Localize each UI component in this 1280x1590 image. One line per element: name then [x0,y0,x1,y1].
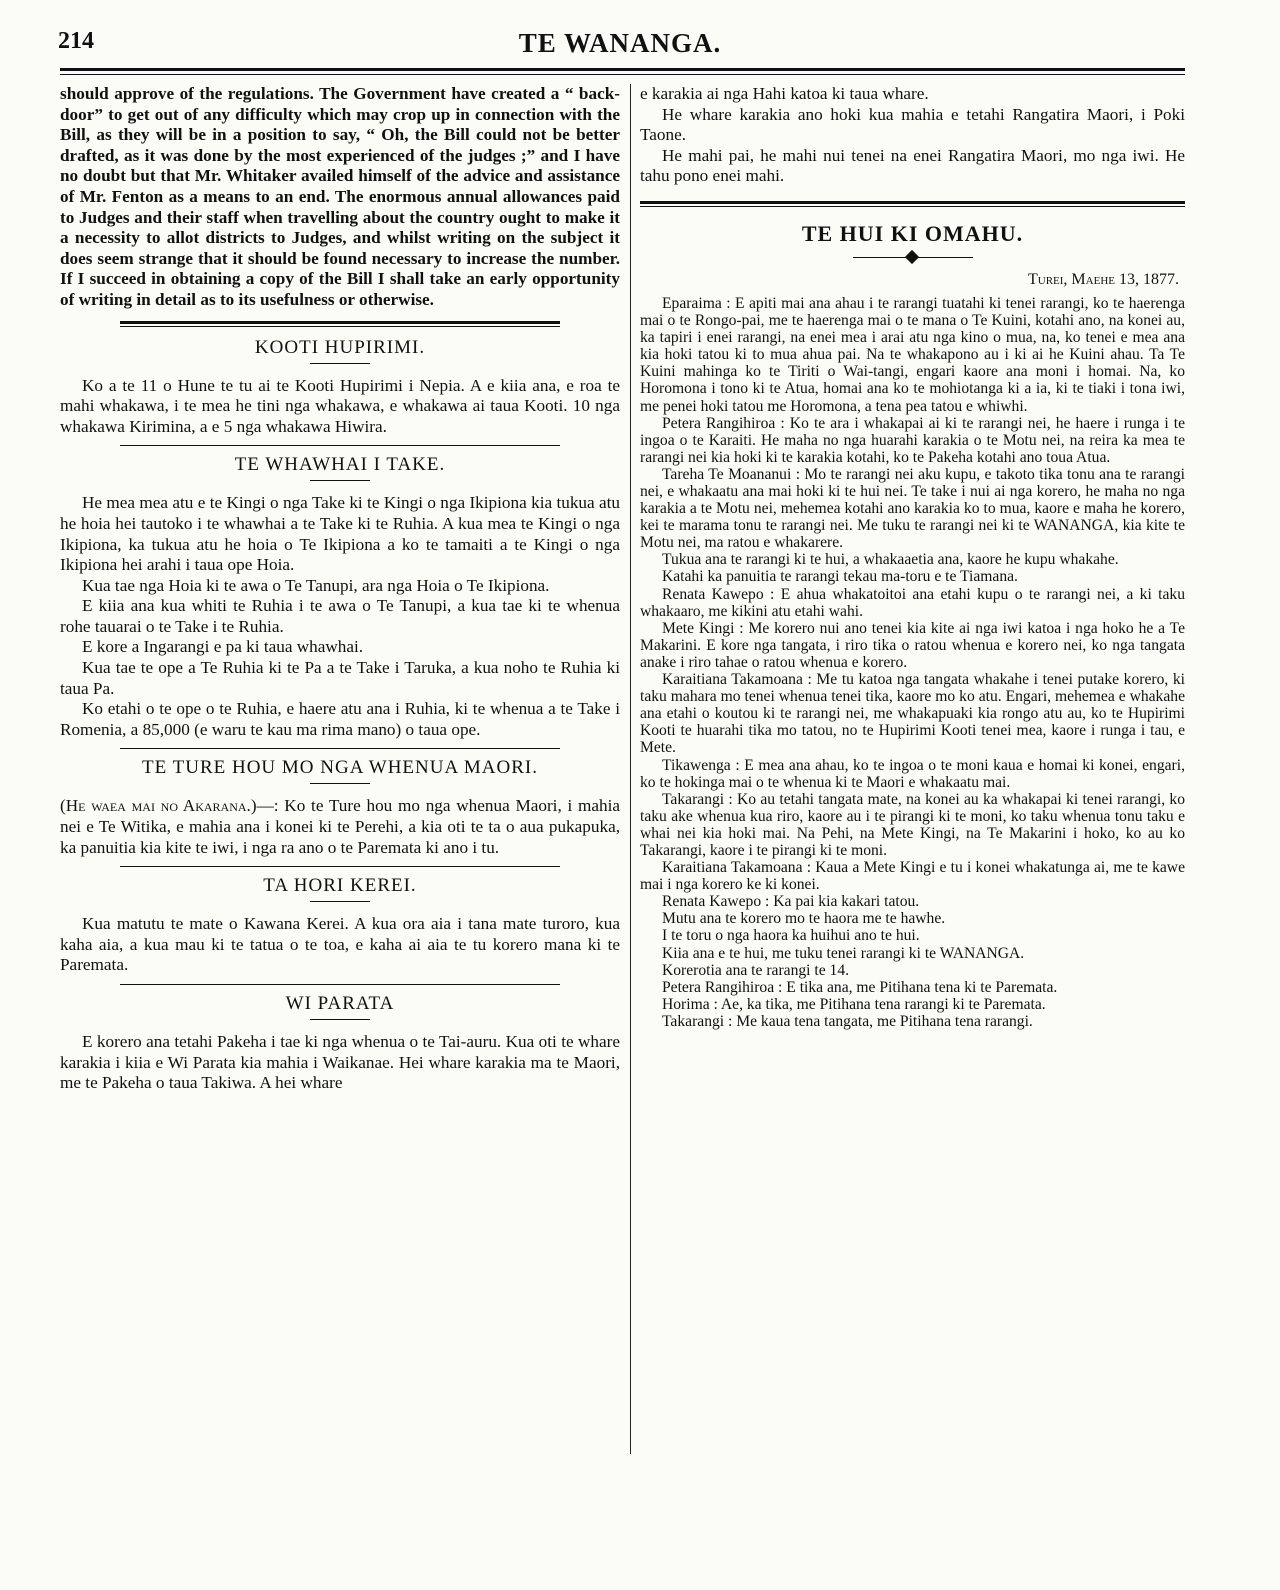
page-header [50,28,1190,62]
ture-body [60,796,620,858]
parata-body: E korero ana tetahi Pakeha i tae ki nga whenua o te Tai-auru. Kua oti te whare karakia i kiia e Wi Parata kia mahia i Waikanae. Hei whare karakia ma te Maori, me te Pakeha o taua Takiwa. A hei whare [60,1032,620,1093]
section-te-whawhai [60,454,620,740]
hui-paragraph: Petera Rangihiroa : Ko te ara i whakapai ai ki te rarangi nei, he haere i runga i te ingoa o te Karaiti. He maha no nga huarahi karakia o te Motu nei, na reira ka mea te rarangi nei kia hoki ki te karakia kotahi, ko te Pakeha kotahi ano toua Atua. [640,414,1185,466]
section-separator-thick [120,321,560,324]
hui-paragraph: Mete Kingi : Me korero nui ano tenei kia kite ai nga iwi katoa i nga hoko he a Te Makarini. E kore nga tangata, i riro tika o ratou whenua e korero nei, ko nga tangata anake i riro tahae o ratou whenua e korero. [640,619,1185,671]
hui-paragraph: Mutu ana te korero mo te haora me te hawhe. [662,910,946,928]
right-column [640,84,1185,1030]
hui-paragraph: Katahi ka panuitia te rarangi tekau ma-toru e te Tiamana. [662,568,1018,586]
section-separator-thin [120,326,560,327]
hui-paragraph: Tikawenga : E mea ana ahau, ko te ingoa o te moni kaua e homai ki konei, engari, ko te hokinga mai o te whenua ki te Maori e whakaatu mai. [640,756,1185,791]
continuation-line: e karakia ai nga Hahi katoa ki taua whare. [640,84,929,103]
page-number: 214 [58,28,94,54]
diamond-ornament-rule [853,251,973,263]
whawhai-paragraph: Ko etahi o te ope o te Ruhia, e haere atu ana i Ruhia, ki te whenua a te Take i Romenia, a 85,000 (e waru te kau ma rima mano) o taua ope. [60,699,620,739]
section-separator-thick [640,201,1185,204]
title-underline [310,480,370,481]
section-separator [120,748,560,749]
hui-paragraph: Horima : Ae, ka tika, me Pitihana tena rarangi ki te Paremata. [662,995,1046,1013]
section-ta-hori-kerei [60,875,620,976]
hui-paragraph: Renata Kawepo : Ka pai kia kakari tatou. [662,893,920,911]
hui-paragraph: Takarangi : Ko au tetahi tangata mate, na konei au ka whakapai ki tenei rarangi, ko taku ake whenua kua riro, kaore au i te pirangi ki te moni, ko taku whenua tonu taku e whai nei kia hoki mai. Na Pehi, na Mete Kingi, na Te Makarini i hoko, ko au ko Takarangi, kaore i te pirangi ki te moni. [640,790,1185,859]
title-underline [310,363,370,364]
section-title-ture: TE TURE HOU MO NGA WHENUA MAORI. [142,757,538,779]
hui-paragraph: Eparaima : E apiti mai ana ahau i te rarangi tuatahi ki tenei rarangi, ko te haerenga mai o te Rongo-pai, me te haerenga mai o te mana o Te Kuini, kotahi ano, na konei au, ka tapiri i enei rarangi, na enei mea i arai atu nga kino o mua, na, ko tenei e mea ana kia hoki tatou ki to mua ahua pai. Na te whakapono au i ki ai he Kuini ahau. Ta Te Kuini mahinga ko te Tiriti o Wai-tangi, engari kaore ana moni i homai. Na, ko Horomona i tono ki te Atua, homai ana ko te mohiotanga ki a ia, ki te tiaki i tona iwi, me penei hoki tatou me Horomona, a tena pea tatou e whiwhi. [640,294,1185,415]
hui-paragraph: I te toru o nga haora ka huihui ano te hui. [662,927,920,945]
hui-paragraph: Petera Rangihiroa : E tika ana, me Pitihana tena ki te Paremata. [662,978,1058,996]
column-divider [630,84,631,1454]
title-underline [310,1019,370,1020]
section-te-hui-ki-omahu [640,221,1185,1030]
section-kooti-hupirimi [60,337,620,438]
ture-text: : Ko te Ture hou mo nga whenua Maori, i mahia nei e Te Witika, e mahia ana i konei ki te Perehi, a kia oti te ta o aua pukapuka, ka panuitia kia kite te iwi, i nga ra ano o te Paremata ki ano i tu. [60,796,621,857]
section-title-hui: TE HUI KI OMAHU. [801,220,1024,246]
section-separator-thin [640,206,1185,207]
title-underline [310,901,370,902]
hui-paragraph: Kiia ana e te hui, me tuku tenei rarangi ki te WANANGA. [662,944,1025,962]
section-title-whawhai: TE WHAWHAI I TAKE. [234,454,446,476]
diamond-icon [904,250,918,264]
hui-paragraph: Karaitiana Takamoana : Me tu katoa nga tangata whakahe i tenei putake korero, ki taku mahara mo tenei whenua tenei tika, kaore mo ko atu. Engari, mehemea e whakahe ana etahi o koutou ki te rarangi nei, me whakapuaki kia rongo atu au, ko te Hupirimi Kooti te huarahi tika mo tatou, no te Hupirimi Kooti tenei mea, kaore i runga i tau, e Mete. [640,671,1185,757]
ture-lead: (He waea mai no Akarana.)— [60,796,274,816]
section-te-ture-hou [60,757,620,858]
left-column [60,84,620,1094]
hui-paragraph: Takarangi : Me kaua tena tangata, me Pitihana tena rarangi. [662,1012,1033,1030]
continuation-line: He mahi pai, he mahi nui tenei na enei Rangatira Maori, mo nga iwi. He tahu pono enei mahi. [640,145,1185,186]
header-rule-thick [60,68,1185,71]
intro-paragraph: should approve of the regulations. The Government have created a “ back-door” to get out of any difficulty which may crop up in connection with the Bill, as they will be in a position to say, “ Oh, the Bill could not be better drafted, as it was done by the most experienced of the judges ;” and I have no doubt but that Mr. Whitaker availed himself of the advice and assistance of Mr. Fenton as a means to an end. The enormous annual allowances paid to Judges and their staff when travelling about the country ought to make it a necessity to allot districts to Judges, and whilst writing on the subject it does seem strange that it should be found necessary to increase the number. If I succeed in obtaining a copy of the Bill I shall take an early opportunity of writing in detail as to its usefulness or otherwise. [60,84,620,309]
section-separator [120,445,560,446]
whawhai-paragraph: Kua tae nga Hoia ki te awa o Te Tanupi, ara nga Hoia o Te Ikipiona. [82,575,550,595]
section-title-parata: WI PARATA [285,993,395,1014]
whawhai-paragraph: E kiia ana kua whiti te Ruhia i te awa o Te Tanupi, a kua tae ki te whenua rohe tauarai o te Take i te Ruhia. [60,596,620,636]
header-rule-thin [60,74,1185,75]
continuation-line: He whare karakia ano hoki kua mahia e tetahi Rangatira Maori, i Poki Taone. [640,104,1185,145]
continuation-block [640,84,1185,187]
section-title-kerei: TA HORI KEREI. [263,875,417,897]
section-wi-parata [60,993,620,1094]
hui-paragraph: Korerotia ana te rarangi te 14. [662,961,850,979]
title-underline [310,783,370,784]
hui-paragraph: Karaitiana Takamoana : Kaua a Mete Kingi e tu i konei whakatunga ai, me te kawe mai i nga korero ke ki konei. [640,859,1185,894]
hui-paragraph: Renata Kawepo : E ahua whakatoitoi ana etahi kupu o te rarangi nei, a ki taku whakaaro, me kikini atu etahi wahi. [640,585,1185,620]
hui-paragraph: Tareha Te Moananui : Mo te rarangi nei aku kupu, e takoto tika tonu ana te rarangi nei, e whakaatu ana mai hoki ki te hui nei. Te take i nui ai nga korero, he maha no nga karakia a te Motu nei, mehemea kotahi ano karakia ko to mua, kaore e maha he korero, kei te marama tonu te rarangi nei. Me tuku te rarangi nei ki te WANANGA, kia kite te Motu nei, ma ratou e whakarere. [640,465,1185,552]
masthead-title: TE WANANGA. [518,28,722,58]
kooti-body: Ko a te 11 o Hune te tu ai te Kooti Hupirimi i Nepia. A e kiia ana, e roa te mahi whakawa, i te mea he tini nga whakawa, e whakawa ai taua Kooti. 10 nga whakawa Kirimina, a e 5 nga whakawa Hiwira. [60,375,620,436]
section-separator [120,984,560,985]
kerei-body: Kua matutu te mate o Kawana Kerei. A kua ora aia i tana mate turoro, kua kaha aia, a kua mau ki te tatua o te toa, e kaha ai aia te tu korero mana ki te Paremata. [60,914,620,975]
whawhai-paragraph: E kore a Ingarangi e pa ki taua whawhai. [82,637,364,657]
section-separator [120,866,560,867]
dateline: Turei, Maehe 13, 1877. [1028,270,1179,288]
whawhai-paragraph: He mea mea atu e te Kingi o nga Take ki te Kingi o nga Ikipiona kia tukua atu he hoia hei tautoko i te whawhai a te Take ki te Ruhia. A kua mea te Kingi o nga Ikipiona, ka tukua atu he hoia o Te Ikipiona a ko te tamaiti a te Kingi o nga Ikipiona hei arahi i taua ope Hoia. [60,493,620,575]
whawhai-paragraph: Kua tae te ope a Te Ruhia ki te Pa a te Take i Taruka, a kua noho te Ruhia ki taua Pa. [60,658,620,698]
hui-paragraph: Tukua ana te rarangi ki te hui, a whakaaetia ana, kaore he kupu whakahe. [662,551,1119,569]
section-title-kooti: KOOTI HUPIRIMI. [254,336,426,358]
